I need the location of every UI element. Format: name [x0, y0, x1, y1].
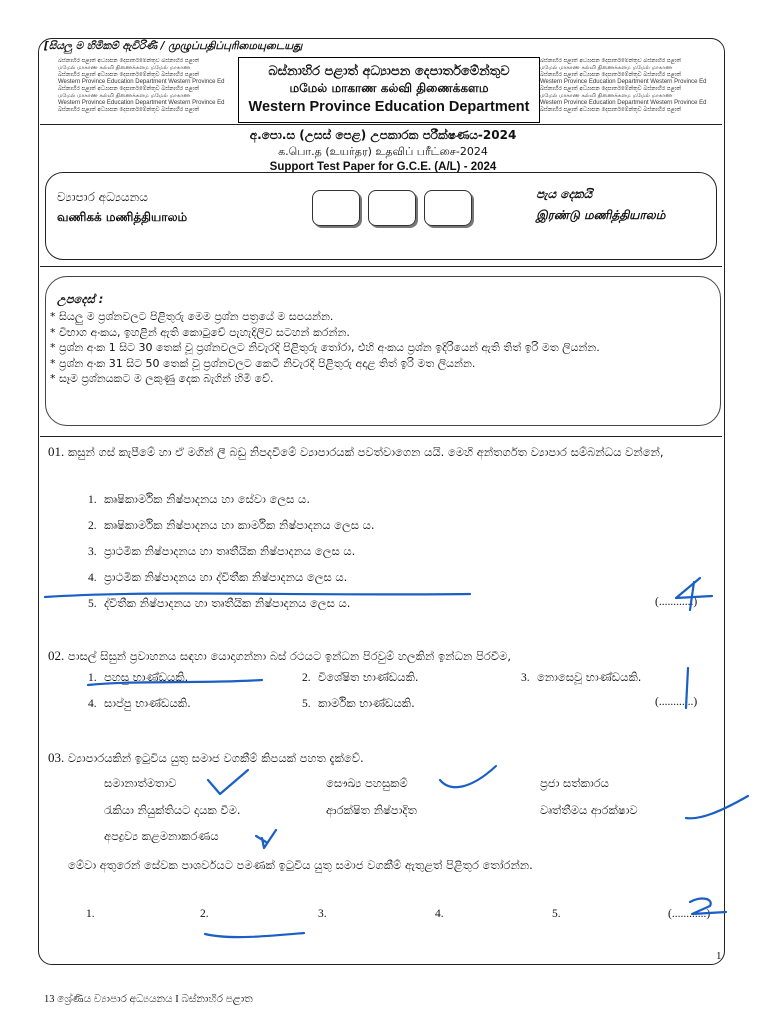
q3-answer-blank[interactable]: (............)	[668, 908, 711, 920]
divider	[40, 436, 722, 437]
subject-sinhala: ව්‍යාපාර අධ්‍යයනය	[57, 190, 148, 204]
instruction-item: * සෑම ප්‍රශ්නයකට ම ලකුණු දෙක බැගින් හිමි වේ.	[50, 372, 274, 385]
q3-choice-2[interactable]: 2.	[200, 908, 209, 920]
footer-text: 13 ශ්‍රේණිය ව්‍යාපාර අධ්‍යයනය I බස්නාහිර පළාත	[44, 994, 253, 1005]
question-2: 02. පාසල් සිසුන් ප්‍රවාහනය සඳහා යොදාගන්නා බස් රථයට ඉන්ධන පිරවුම් හලකින් ඉන්ධන පිරවීම,	[48, 648, 511, 663]
question-3-text: ව්‍යාපාරයකින් ඉටුවිය යුතු සමාජ වගකීම් කිපයක් පහත දැක්වේ.	[67, 751, 364, 765]
q1-option-4[interactable]: 4. ප්‍රාථමික නිෂ්පාදනය හා ද්විතීක නිෂ්පාදනය ලෙස ය.	[88, 570, 348, 584]
instruction-item: * ප්‍රශ්න අංක 1 සිට 30 තෙක් වූ ප්‍රශ්නවලට නිවැරදි පිළිතුරු තෝරා, එහි අංකය ප්‍රශ්න ඉදිරියෙන් ඇති තිත් ඉරි මත ලියන්න.	[50, 341, 600, 354]
instructions-title: උපදෙස් :	[57, 292, 104, 306]
header-strip-right: බස්නාහිර පළාත් අධ්‍යාපන දෙපාර්තමේන්තුව බස්නාහිර පළාත් மமேல் மாகாண கல்வி திணைக்களம மமேல் மாகாண බස්නාහිර පළාත් අධ්‍යාපන දෙපාර්තමේන්තුව බස්නාහිර පළාත් Western Province Education Department Western Province Ed බස්නාහිර පළාත් අධ්‍යාපන දෙපාර්තමේන්තුව බස්නාහිර පළාත් மமேல் மாகாண கல்வி திணைக்களம மமேல் மாகாண Western Province Education Department Western Province Ed බස්නාහිර පළාත් අධ්‍යාපන දෙපාර්තමේන්තුව බස්නාහිර පළාත්	[540, 58, 707, 113]
q2-option-5[interactable]: 5. කාර්මික භාණ්ඩයකි.	[302, 696, 415, 710]
subject-tamil: வணிகக் மணித்தியாலம்	[57, 210, 188, 224]
q2-option-4[interactable]: 4. සාප්පු භාණ්ඩයකි.	[88, 696, 191, 710]
department-name-tamil: மமேல் மாகாண கல்வி திணைக்களம	[289, 81, 489, 95]
q3-item: ආරක්ෂිත නිෂ්පාදිත	[326, 803, 417, 817]
index-number-box-1[interactable]	[312, 190, 360, 226]
q3-item: සමානාත්මතාව	[104, 776, 177, 790]
department-name-sinhala: බස්නාහිර පළාත් අධ්‍යාපන දෙපාර්තමේන්තුව	[268, 64, 510, 79]
q2-answer-blank[interactable]: (............)	[655, 696, 698, 708]
q2-option-2[interactable]: 2. විශේෂිත භාණ්ඩයකි.	[302, 670, 419, 684]
index-number-box-2[interactable]	[368, 190, 416, 226]
instruction-item: * ප්‍රශ්න අංක 31 සිට 50 තෙක් වූ ප්‍රශ්නවලට කෙටි නිවැරදි පිළිතුරු අදාළ තිත් ඉරි මත ලියන්න.	[50, 356, 476, 370]
exam-title-sinhala: අ.පො.ස (උසස් පෙළ) උපකාරක පරීක්ෂණය-2024	[249, 128, 517, 142]
q3-choice-5[interactable]: 5.	[552, 908, 561, 920]
index-number-box-3[interactable]	[424, 190, 472, 226]
q1-option-3[interactable]: 3. ප්‍රාථමික නිෂ්පාදනය හා තෘතීයික නිෂ්පාදනය ලෙස ය.	[88, 544, 356, 558]
q3-choice-1[interactable]: 1.	[86, 908, 95, 920]
q1-option-1[interactable]: 1. කෘෂිකාර්මික නිෂ්පාදනය හා සේවා ලෙස ය.	[88, 492, 310, 506]
department-header	[238, 57, 540, 123]
q2-option-3[interactable]: 3. නොසෙවූ භාණ්ඩයකි.	[521, 670, 642, 684]
q3-choice-3[interactable]: 3.	[318, 908, 327, 920]
department-name-english: Western Province Education Department	[248, 99, 530, 115]
question-1: 01. කසුන් ගස් කැපීමේ හා ඒ මගින් ලී බඩු නිපදවීමේ ව්‍යාපාරයක් පවත්වාගෙන යයි. මෙහි අන්තර්ගත ව්‍යාපාර සම්බන්ධය වන්නේ,	[48, 444, 664, 459]
q3-question-text: මේවා අතුරෙන් සේවක පාශර්වයට පමණක් ඉටුවිය යුතු සමාජ වගකීම් ඇතුළත් පිළිතුර තෝරන්න.	[68, 858, 533, 872]
q3-item: වෘත්තීමය ආරක්ෂාව	[540, 803, 638, 817]
q1-option-2[interactable]: 2. කෘෂිකාර්මික නිෂ්පාදනය හා කාර්මික නිෂ්පාදනය ලෙස ය.	[88, 518, 375, 532]
instructions-list	[48, 309, 708, 387]
duration-tamil: இரண்டு மணித்தியாலம்	[536, 208, 666, 222]
question-1-text: කසුන් ගස් කැපීමේ හා ඒ මගින් ලී බඩු නිපදවීමේ ව්‍යාපාරයක් පවත්වාගෙන යයි. මෙහි අන්තර්ගත ව්‍යාපාර සම්බන්ධය වන්නේ,	[67, 445, 664, 459]
q3-item: ප්‍රජා සත්කාරය	[540, 776, 609, 790]
page-number: 1	[716, 950, 722, 962]
q1-answer-blank[interactable]: (............)	[655, 596, 698, 608]
q3-item: සෞඛ්‍ය පහසුකම්	[326, 776, 408, 790]
q3-item: අපද්‍රව්‍ය කළමනාකරණය	[104, 829, 219, 843]
exam-title-english: Support Test Paper for G.C.E. (A/L) - 2024	[269, 161, 497, 173]
divider	[40, 266, 722, 267]
q3-item: රැකියා නියුක්තියට දායක වීම.	[104, 803, 241, 817]
copyright-notice: [සියලු ම හිමිකම් ඇවිරිණි / முழுப்பதிப்புரிமையுடையது	[44, 40, 303, 52]
q3-choice-4[interactable]: 4.	[435, 908, 444, 920]
instruction-item: * විභාග අංකය, ඉහළින් ඇති කොටුවේ පැහැදිලිව සටහන් කරන්න.	[50, 325, 350, 339]
instruction-item: * සියලු ම ප්‍රශ්නවලට පිළිතුරු මෙම ප්‍රශ්න පත්‍රයේ ම සපයන්න.	[50, 310, 334, 323]
header-strip-left: බස්නාහිර පළාත් අධ්‍යාපන දෙපාර්තමේන්තුව බස්නාහිර පළාත් மமேல் மாகாண கல்வி திணைக்களம மமேல் மாகாண බස්නාහිර පළාත් අධ්‍යාපන දෙපාර්තමේන්තුව බස්නාහිර පළාත් Western Province Education Department Western Province Ed බස්නාහිර පළාත් අධ්‍යාපන දෙපාර්තමේන්තුව බස්නාහිර පළාත් மமேல் மாகாண கல்வி திணைக்களம மமேல் மாகாண Western Province Education Department Western Province Ed බස්නාහිර පළාත් අධ්‍යාපන දෙපාර්තමේන්තුව බස්නාහිර පළාත්	[58, 58, 225, 113]
question-3: 03. ව්‍යාපාරයකින් ඉටුවිය යුතු සමාජ වගකීම් කිපයක් පහත දැක්වේ.	[48, 750, 364, 765]
q1-option-5[interactable]: 5. ද්විතීක නිෂ්පාදනය හා තෘතීයික නිෂ්පාදනය ලෙස ය.	[88, 596, 351, 610]
exam-title-tamil: க.பொ.த (உயர்தர) உதவிப் பரீட்சை-2024	[278, 145, 488, 158]
q2-option-1[interactable]: 1. පහසු භාණ්ඩයකි.	[88, 670, 189, 684]
duration-sinhala: පැය දෙකයි	[536, 187, 593, 201]
divider	[40, 124, 722, 125]
question-2-text: පාසල් සිසුන් ප්‍රවාහනය සඳහා යොදාගන්නා බස් රථයට ඉන්ධන පිරවුම් හලකින් ඉන්ධන පිරවීම,	[67, 649, 511, 663]
